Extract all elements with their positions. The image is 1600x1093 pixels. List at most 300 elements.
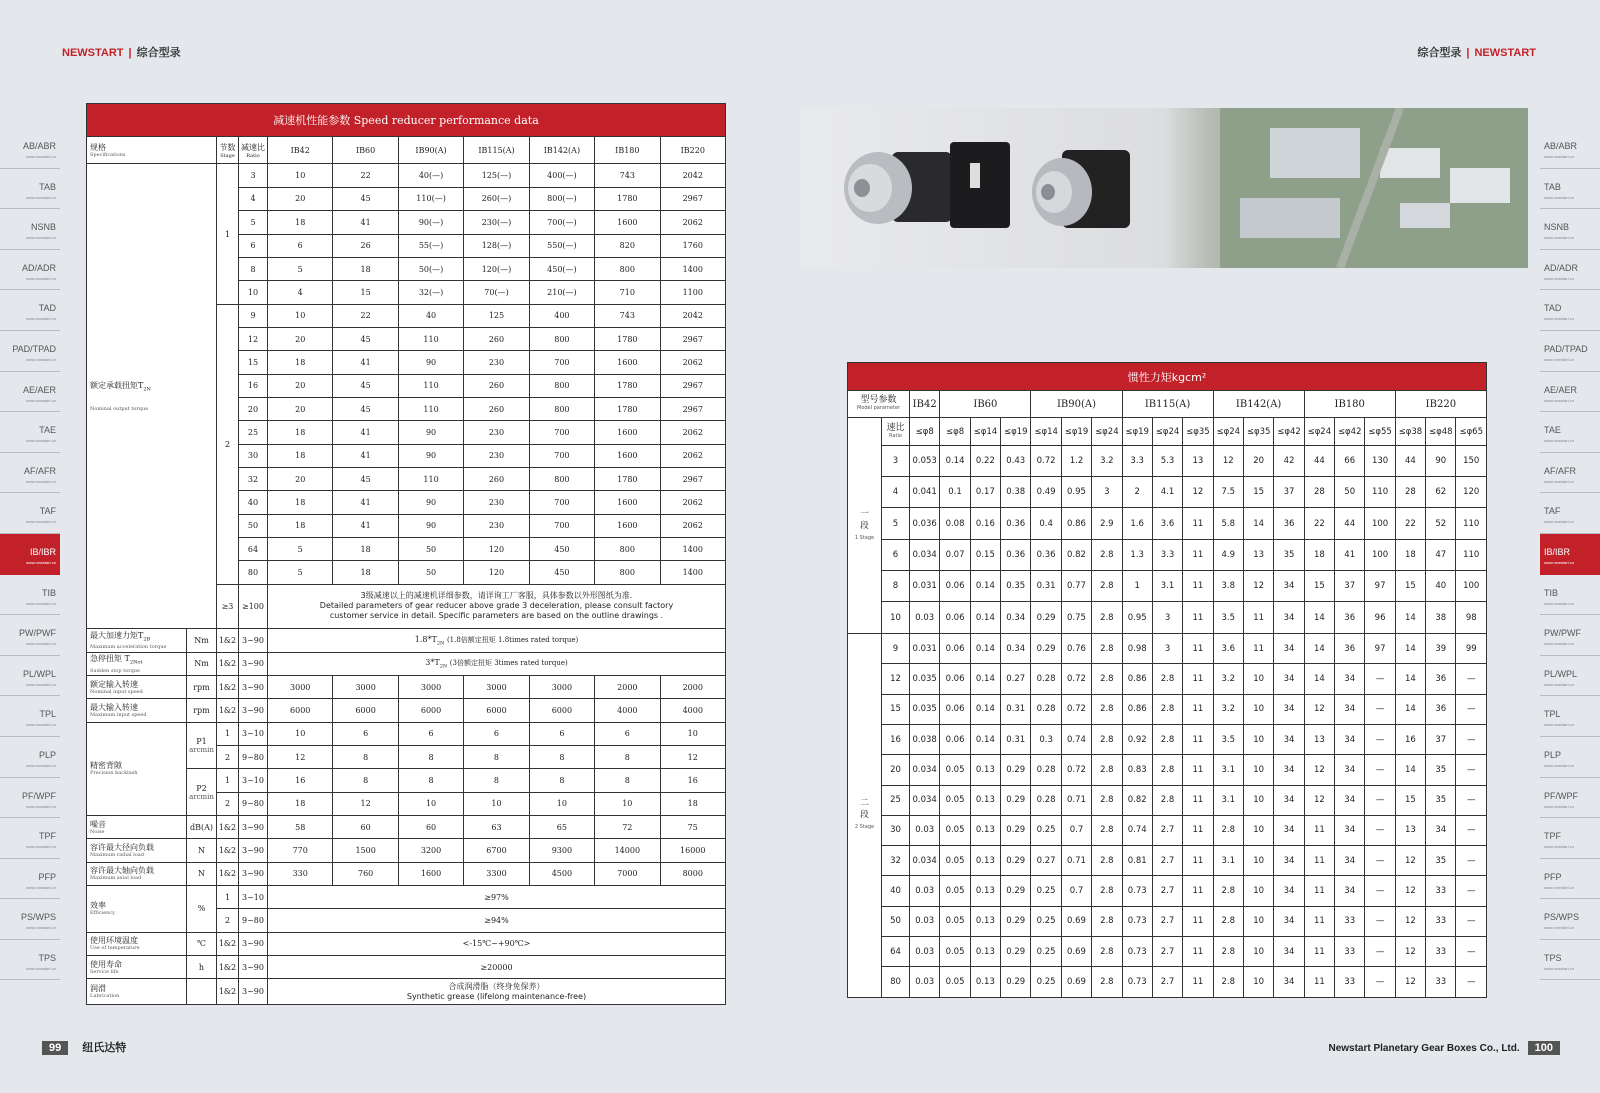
table-cell: 3.5 <box>1213 602 1243 633</box>
table-cell: 50 <box>398 537 463 560</box>
row-label: 容许最大轴向负载 Maximum axial load <box>87 862 187 885</box>
table-cell: 11 <box>1183 571 1213 602</box>
table-cell: 11 <box>1183 785 1213 815</box>
table-cell: 0.03 <box>910 937 940 967</box>
table-cell: 150 <box>1456 445 1487 476</box>
table-cell: 39 <box>1426 633 1456 663</box>
table-cell: 10 <box>1243 846 1273 876</box>
model-header: IB220 <box>660 136 725 164</box>
table-cell: 2.8 <box>1092 906 1122 936</box>
side-tab[interactable] <box>0 128 60 169</box>
side-tab-label: PAD/TPAD <box>1544 343 1588 354</box>
table-cell: 33 <box>1426 876 1456 906</box>
table-cell: 14 <box>1395 694 1425 724</box>
table-cell: 6000 <box>398 699 463 722</box>
table-cell: 1 <box>217 769 239 792</box>
side-tab-url: www.newstart.cn <box>25 844 56 850</box>
side-tab[interactable] <box>1540 453 1600 494</box>
table-cell: 0.13 <box>970 937 1000 967</box>
table-cell: 45 <box>333 187 398 210</box>
model-header: IB115(A) <box>1122 391 1213 418</box>
table-cell: 0.75 <box>1061 602 1091 633</box>
side-tab[interactable] <box>1540 372 1600 413</box>
table-cell: 110 <box>398 467 463 490</box>
table-cell: 4.9 <box>1213 539 1243 570</box>
table-cell: 25 <box>882 785 910 815</box>
diameter-header: ≤φ35 <box>1183 418 1213 445</box>
ratio-cell: 3~90 <box>239 862 268 885</box>
table-cell: 100 <box>1456 571 1487 602</box>
table-cell: 12 <box>1304 755 1334 785</box>
side-tab-label: AF/AFR <box>1544 465 1577 476</box>
inertia-table <box>847 362 1487 998</box>
table-cell: 20 <box>268 467 333 490</box>
table-cell: 260 <box>464 397 529 420</box>
side-tab[interactable] <box>0 290 60 331</box>
table-cell: 36 <box>1274 508 1304 539</box>
table-cell: — <box>1456 906 1487 936</box>
side-tab[interactable] <box>0 575 60 616</box>
table-cell: 28 <box>1304 476 1334 507</box>
stage-cell: 1&2 <box>217 979 239 1005</box>
table-cell: — <box>1456 724 1487 754</box>
table-cell: 10 <box>268 164 333 187</box>
side-tab[interactable] <box>1540 290 1600 331</box>
ratio-cell: 3~90 <box>239 839 268 862</box>
value-cell: 合成润滑脂（终身免保养） Synthetic grease (lifelong maintenance-free) <box>268 979 726 1005</box>
table-cell: 0.28 <box>1031 755 1061 785</box>
table-cell: 260 <box>464 327 529 350</box>
table-cell: 3 <box>1152 633 1182 663</box>
table-cell: 40 <box>239 491 268 514</box>
table-cell: 11 <box>1183 755 1213 785</box>
table-cell: 3 <box>882 445 910 476</box>
brand-name: NEWSTART <box>1474 47 1536 59</box>
table-cell: 8 <box>529 769 594 792</box>
side-tab-url: www.newstart.cn <box>25 641 56 647</box>
table-cell: 0.05 <box>940 755 970 785</box>
table-cell: 6 <box>333 722 398 745</box>
side-tab[interactable] <box>0 859 60 900</box>
table-cell: 0.03 <box>910 876 940 906</box>
table-cell: 55(—) <box>398 234 463 257</box>
side-tab[interactable] <box>0 453 60 494</box>
side-tab[interactable] <box>0 656 60 697</box>
table-cell: 5 <box>239 211 268 234</box>
table-cell: 47 <box>1426 539 1456 570</box>
stage1-label: 一 段 1 Stage <box>848 418 882 633</box>
table-cell: 0.034 <box>910 755 940 785</box>
table-cell: 0.71 <box>1061 785 1091 815</box>
table-cell: 11 <box>1183 633 1213 663</box>
table-cell: 125(—) <box>464 164 529 187</box>
table-cell: 0.72 <box>1061 755 1091 785</box>
ratio-cell: ≥100 <box>239 584 268 629</box>
table-cell: 2.8 <box>1092 633 1122 663</box>
table-cell: 18 <box>268 211 333 234</box>
side-tab-label: PLP <box>1544 749 1562 760</box>
table-cell: 50 <box>239 514 268 537</box>
side-tab[interactable] <box>1540 899 1600 940</box>
table-cell: 230 <box>464 514 529 537</box>
row-label: 使用寿命 Service life <box>87 956 187 979</box>
side-tab-label: AE/AER <box>22 384 56 395</box>
side-tab[interactable] <box>0 696 60 737</box>
table-cell: 41 <box>333 421 398 444</box>
side-tabs-left <box>0 128 60 980</box>
table-cell: 5 <box>882 508 910 539</box>
table-cell: 0.14 <box>970 633 1000 663</box>
side-tab[interactable] <box>1540 209 1600 250</box>
side-tab-url: www.newstart.cn <box>25 478 56 484</box>
model-header: IB180 <box>1304 391 1395 418</box>
table-cell: 33 <box>1335 906 1365 936</box>
side-tab-label: TAD <box>1544 303 1562 314</box>
table-cell: 34 <box>1274 876 1304 906</box>
value-cell: ≥20000 <box>268 956 726 979</box>
side-tab-url: www.newstart.cn <box>25 600 56 606</box>
table-cell: 450 <box>529 561 594 584</box>
unit-cell: rpm <box>187 675 217 698</box>
table-cell: 50 <box>1335 476 1365 507</box>
table-cell: 2062 <box>660 444 725 467</box>
table-cell: 34 <box>1274 846 1304 876</box>
side-tab-label: PL/WPL <box>1544 668 1578 679</box>
side-tab[interactable] <box>0 169 60 210</box>
side-tab[interactable] <box>0 331 60 372</box>
stage-cell: 1&2 <box>217 956 239 979</box>
table-cell: 3000 <box>268 675 333 698</box>
table-cell: 770 <box>268 839 333 862</box>
performance-table-title: 减速机性能参数 Speed reducer performance data <box>87 104 726 137</box>
table-cell: 34 <box>1335 724 1365 754</box>
side-tab[interactable] <box>1540 656 1600 697</box>
side-tab[interactable] <box>0 940 60 981</box>
table-cell: 700 <box>529 444 594 467</box>
table-cell: 45 <box>333 327 398 350</box>
table-cell: 110 <box>398 397 463 420</box>
table-cell: 800 <box>529 467 594 490</box>
table-cell: 18 <box>268 491 333 514</box>
table-cell: 10 <box>1243 815 1273 845</box>
side-tab[interactable] <box>1540 412 1600 453</box>
stage-cell: 1&2 <box>217 862 239 885</box>
model-header: IB180 <box>595 136 660 164</box>
side-tab-label: AF/AFR <box>23 465 56 476</box>
table-cell: 1600 <box>595 514 660 537</box>
side-tab-label: PAD/TPAD <box>12 343 56 354</box>
table-cell: 800 <box>529 327 594 350</box>
table-cell: 16 <box>660 769 725 792</box>
table-cell: 2.8 <box>1092 815 1122 845</box>
stage3-note: 3级减速以上的减速机详细参数，请详询工厂客服，具体参数以外形图纸为准. Detailed parameters of gear reducer above grade 3 deceleration, please consult factory customer service in detail. Specific parameters are based on the outline drawings . <box>268 584 726 629</box>
side-tab-url: www.newstart.cn <box>1544 641 1575 647</box>
table-cell: 10 <box>1243 694 1273 724</box>
table-cell: 8 <box>333 745 398 768</box>
table-cell: 0.25 <box>1031 967 1061 998</box>
table-cell: 0.34 <box>1001 633 1031 663</box>
table-cell: 35 <box>1274 539 1304 570</box>
table-cell: 9 <box>239 304 268 327</box>
side-tab-label: PS/WPS <box>1544 912 1580 923</box>
backlash-grade: P2 arcmin <box>187 769 217 816</box>
side-tab[interactable] <box>0 899 60 940</box>
table-cell: 0.22 <box>970 445 1000 476</box>
table-cell: 8 <box>333 769 398 792</box>
row-label: 容许最大径向负载 Maximum radial load <box>87 839 187 862</box>
table-cell: 2.8 <box>1152 694 1182 724</box>
table-cell: 450(—) <box>529 257 594 280</box>
diameter-header: ≤φ42 <box>1274 418 1304 445</box>
table-cell: 700(—) <box>529 211 594 234</box>
table-cell: 60 <box>333 815 398 838</box>
table-cell: — <box>1456 846 1487 876</box>
table-cell: — <box>1456 755 1487 785</box>
side-tab-url: www.newstart.cn <box>25 316 56 322</box>
side-tab[interactable] <box>1540 615 1600 656</box>
model-header: IB142(A) <box>529 136 594 164</box>
side-tab[interactable] <box>1540 696 1600 737</box>
side-tab[interactable] <box>1540 818 1600 859</box>
side-tab[interactable] <box>0 534 60 575</box>
table-cell: 34 <box>1274 937 1304 967</box>
table-cell: 0.034 <box>910 539 940 570</box>
table-cell: 18 <box>660 792 725 815</box>
table-cell: 1780 <box>595 467 660 490</box>
side-tab-label: TAF <box>1544 506 1561 517</box>
table-cell: 0.81 <box>1122 846 1152 876</box>
value-cell: <-15℃~+90℃> <box>268 932 726 955</box>
table-cell: 3000 <box>464 675 529 698</box>
table-cell: 1780 <box>595 327 660 350</box>
table-cell: 5 <box>268 561 333 584</box>
diameter-header: ≤φ55 <box>1365 418 1395 445</box>
side-tab-label: PS/WPS <box>20 912 56 923</box>
model-header: IB220 <box>1395 391 1486 418</box>
table-cell: 3300 <box>464 862 529 885</box>
table-cell: 400(—) <box>529 164 594 187</box>
table-cell: 1780 <box>595 374 660 397</box>
side-tab-url: www.newstart.cn <box>1544 356 1575 362</box>
table-cell: 0.74 <box>1061 724 1091 754</box>
side-tab[interactable] <box>1540 778 1600 819</box>
table-cell: 10 <box>529 792 594 815</box>
table-cell: 15 <box>1304 571 1334 602</box>
table-cell: 14 <box>1304 602 1334 633</box>
side-tab[interactable] <box>0 372 60 413</box>
diameter-header: ≤φ14 <box>1031 418 1061 445</box>
table-cell: 8 <box>882 571 910 602</box>
table-cell: 130 <box>1365 445 1395 476</box>
table-cell: 22 <box>1395 508 1425 539</box>
table-cell: 2.8 <box>1092 694 1122 724</box>
table-cell: 0.06 <box>940 633 970 663</box>
table-cell: 34 <box>1274 815 1304 845</box>
table-cell: 800 <box>529 374 594 397</box>
table-cell: 2062 <box>660 351 725 374</box>
table-cell: 20 <box>882 755 910 785</box>
side-tab-label: TPL <box>1544 709 1561 720</box>
side-tab[interactable] <box>0 818 60 859</box>
side-tab-url: www.newstart.cn <box>1544 438 1575 444</box>
table-cell: 110(—) <box>398 187 463 210</box>
side-tab[interactable] <box>0 615 60 656</box>
table-cell: 12 <box>1395 846 1425 876</box>
table-cell: 20 <box>268 374 333 397</box>
table-cell: 3 <box>1152 602 1182 633</box>
table-cell: 0.28 <box>1031 664 1061 694</box>
table-cell: 52 <box>1426 508 1456 539</box>
table-cell: 0.29 <box>1001 967 1031 998</box>
side-tab-url: www.newstart.cn <box>25 965 56 971</box>
table-cell: 34 <box>1426 815 1456 845</box>
table-cell: — <box>1365 846 1395 876</box>
table-cell: 8 <box>398 745 463 768</box>
table-cell: 11 <box>1183 539 1213 570</box>
ratio-cell: 3~90 <box>239 979 268 1005</box>
side-tab[interactable] <box>0 209 60 250</box>
table-cell: 34 <box>1335 694 1365 724</box>
stage-cell: 1&2 <box>217 839 239 862</box>
side-tab[interactable] <box>1540 331 1600 372</box>
side-tab-label: TAB <box>1544 181 1561 192</box>
side-tab[interactable] <box>1540 859 1600 900</box>
table-cell: 0.38 <box>1001 476 1031 507</box>
table-cell: 2.8 <box>1092 876 1122 906</box>
side-tab-url: www.newstart.cn <box>25 884 56 890</box>
side-tab[interactable] <box>1540 169 1600 210</box>
side-tab[interactable] <box>1540 250 1600 291</box>
table-cell: 26 <box>333 234 398 257</box>
table-cell: 90 <box>398 491 463 514</box>
table-cell: 0.7 <box>1061 815 1091 845</box>
table-cell: 330 <box>268 862 333 885</box>
table-cell: 2000 <box>660 675 725 698</box>
side-tab-url: www.newstart.cn <box>25 559 56 565</box>
side-tab[interactable] <box>1540 534 1600 575</box>
side-tab-url: www.newstart.cn <box>25 803 56 809</box>
table-cell: 4 <box>268 281 333 304</box>
model-header: IB42 <box>268 136 333 164</box>
table-cell: 5.8 <box>1213 508 1243 539</box>
model-header: IB42 <box>910 391 940 418</box>
side-tab-label: TPL <box>39 709 56 720</box>
side-tab-url: www.newstart.cn <box>1544 194 1575 200</box>
ratio-cell: 3~90 <box>239 629 268 652</box>
table-cell: 6 <box>268 234 333 257</box>
table-cell: 9 <box>882 633 910 663</box>
side-tab[interactable] <box>0 737 60 778</box>
table-cell: 0.034 <box>910 846 940 876</box>
model-header: IB142(A) <box>1213 391 1304 418</box>
table-cell: 3000 <box>398 675 463 698</box>
table-cell: 11 <box>1304 906 1334 936</box>
side-tab-url: www.newstart.cn <box>25 356 56 362</box>
stage-cell: 1&2 <box>217 675 239 698</box>
table-cell: — <box>1365 694 1395 724</box>
table-cell: 700 <box>529 421 594 444</box>
side-tab[interactable] <box>0 412 60 453</box>
table-cell: 0.4 <box>1031 508 1061 539</box>
diameter-header: ≤φ24 <box>1152 418 1182 445</box>
table-cell: — <box>1365 664 1395 694</box>
side-tab[interactable] <box>1540 940 1600 981</box>
table-cell: 1600 <box>595 421 660 444</box>
side-tab-label: AD/ADR <box>1544 262 1579 273</box>
table-cell: 0.72 <box>1061 664 1091 694</box>
table-cell: 13 <box>1183 445 1213 476</box>
side-tab-label: PF/WPF <box>22 790 56 801</box>
table-cell: 41 <box>333 514 398 537</box>
table-cell: 90 <box>398 444 463 467</box>
table-cell: 800 <box>529 397 594 420</box>
side-tab-url: www.newstart.cn <box>1544 397 1575 403</box>
table-cell: 12 <box>1243 571 1273 602</box>
table-cell: 800 <box>595 537 660 560</box>
table-cell: 34 <box>1335 785 1365 815</box>
table-cell: 0.83 <box>1122 755 1152 785</box>
table-cell: 40 <box>398 304 463 327</box>
table-cell: 18 <box>268 444 333 467</box>
table-cell: 3~10 <box>239 722 268 745</box>
table-cell: 3000 <box>529 675 594 698</box>
table-cell: 0.13 <box>970 815 1000 845</box>
table-cell: 0.3 <box>1031 724 1061 754</box>
table-cell: 6700 <box>464 839 529 862</box>
ratio-cell: 3~90 <box>239 652 268 675</box>
side-tab[interactable] <box>0 493 60 534</box>
table-cell: 75 <box>660 815 725 838</box>
table-cell: — <box>1456 815 1487 845</box>
table-cell: 12 <box>333 792 398 815</box>
side-tab[interactable] <box>0 778 60 819</box>
side-tab[interactable] <box>1540 575 1600 616</box>
table-cell: 760 <box>333 862 398 885</box>
table-cell: 12 <box>239 327 268 350</box>
ratio-cell: 3~90 <box>239 956 268 979</box>
side-tab-url: www.newstart.cn <box>25 194 56 200</box>
table-cell: 4 <box>239 187 268 210</box>
side-tab-url: www.newstart.cn <box>1544 519 1575 525</box>
table-cell: 1100 <box>660 281 725 304</box>
table-cell: — <box>1456 967 1487 998</box>
table-cell: 0.13 <box>970 967 1000 998</box>
table-cell: 3000 <box>333 675 398 698</box>
table-cell: 1600 <box>398 862 463 885</box>
table-cell: 0.03 <box>910 967 940 998</box>
table-cell: 0.7 <box>1061 876 1091 906</box>
table-cell: 2967 <box>660 374 725 397</box>
side-tab[interactable] <box>1540 493 1600 534</box>
side-tab[interactable] <box>0 250 60 291</box>
table-cell: 0.06 <box>940 602 970 633</box>
table-cell: 110 <box>398 374 463 397</box>
table-cell: 0.98 <box>1122 633 1152 663</box>
table-cell: 0.03 <box>910 602 940 633</box>
table-cell: 50 <box>398 561 463 584</box>
table-cell: 14 <box>1395 633 1425 663</box>
table-cell: 2.8 <box>1152 785 1182 815</box>
table-cell: 28 <box>1395 476 1425 507</box>
gearbox-motor-image <box>844 142 1010 228</box>
table-cell: 0.03 <box>910 906 940 936</box>
table-cell: 10 <box>239 281 268 304</box>
row-label: 噪音 Noise <box>87 815 187 838</box>
table-cell: 0.72 <box>1031 445 1061 476</box>
side-tab[interactable] <box>1540 128 1600 169</box>
table-cell: 0.25 <box>1031 876 1061 906</box>
side-tab[interactable] <box>1540 737 1600 778</box>
